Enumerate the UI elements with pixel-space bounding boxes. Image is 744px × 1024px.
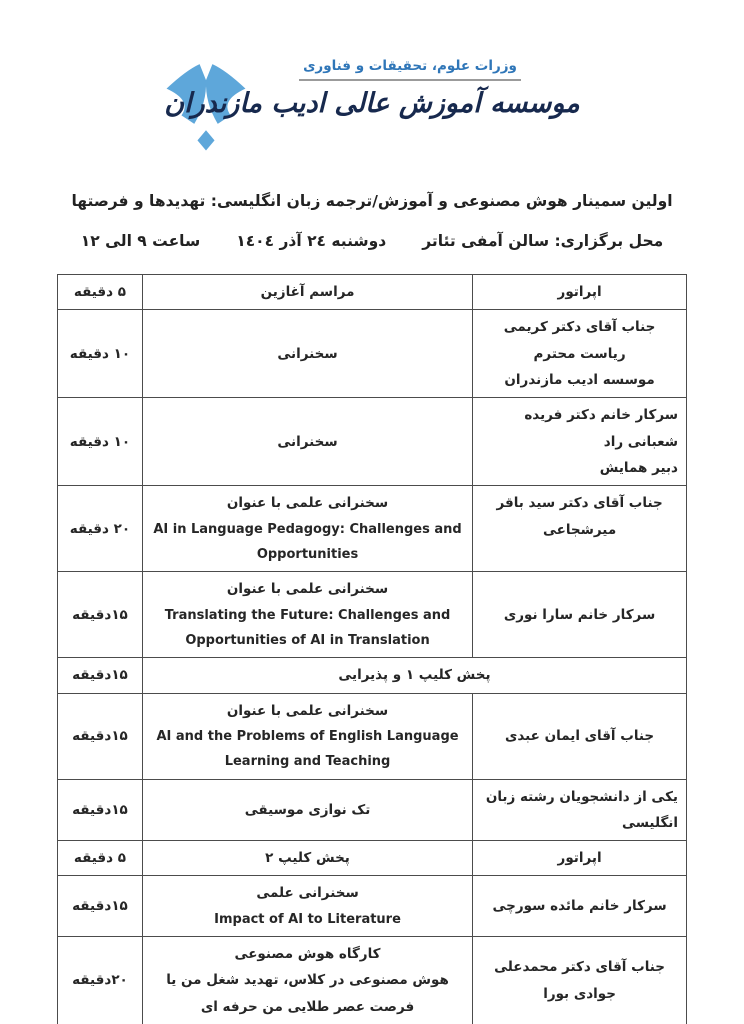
time-text: ساعت ٩ الی ١٢	[80, 232, 201, 250]
program-cell: سخنرانی	[142, 310, 472, 398]
date-text: دوشنبه ٢٤ آذر ١٤٠٤	[236, 232, 387, 250]
duration-cell: ۱۰ دقیقه	[58, 398, 143, 486]
presenter-cell: جناب آقای ایمان عبدی	[473, 693, 687, 779]
table-row	[58, 841, 687, 876]
program-cell: سخنرانی علمی با عنوان AI in Language Pedagogy: Challenges and Opportunities	[142, 486, 472, 572]
table-row	[58, 658, 687, 693]
duration-cell: ۵ دقیقه	[58, 841, 143, 876]
institute-name: موسسه آموزش عالی ادیب مازندران	[164, 88, 580, 119]
ministry-title: وزرات علوم، تحقیقات و فناوری	[299, 58, 521, 81]
duration-cell: ۱۵دقیقه	[58, 876, 143, 937]
program-cell: مراسم آغازین	[142, 275, 472, 310]
program-cell: تک نوازی موسیقی	[142, 779, 472, 841]
program-cell: سخنرانی علمی با عنوان Translating the Future: Challenges and Opportunities of AI in Translation	[142, 572, 472, 658]
seminar-meta	[0, 232, 744, 250]
table-row	[58, 937, 687, 1024]
page	[0, 58, 744, 1024]
duration-cell: ۲۰ دقیقه	[58, 486, 143, 572]
presenter-cell: اپراتور	[473, 841, 687, 876]
schedule-table-body	[58, 275, 687, 1024]
letterhead	[132, 58, 612, 166]
presenter-cell: جناب آقای دکتر محمدعلی جوادی بورا	[473, 937, 687, 1024]
presenter-cell: سرکار خانم دکتر فریده شعبانی راد دبیر همایش	[473, 398, 687, 486]
duration-cell: ۱۰ دقیقه	[58, 310, 143, 398]
seminar-title: اولین سمینار هوش مصنوعی و آموزش/ترجمه زبان انگلیسی: تهدیدها و فرصتها	[71, 192, 673, 210]
presenter-cell: جناب آقای دکتر کریمی ریاست محترم موسسه ادیب مازندران	[473, 310, 687, 398]
table-row	[58, 275, 687, 310]
program-cell: سخنرانی علمی Impact of AI to Literature	[142, 876, 472, 937]
table-row	[58, 876, 687, 937]
duration-cell: ۱۵دقیقه	[58, 658, 143, 693]
presenter-cell: سرکار خانم مائده سورچی	[473, 876, 687, 937]
table-row	[58, 572, 687, 658]
program-cell: پخش کلیپ ۲	[142, 841, 472, 876]
presenter-cell: جناب آقای دکتر سید باقر میرشجاعی	[473, 486, 687, 572]
program-cell: سخنرانی علمی با عنوان AI and the Problems of English Language Learning and Teaching	[142, 693, 472, 779]
table-row	[58, 693, 687, 779]
duration-cell: ۵ دقیقه	[58, 275, 143, 310]
duration-cell: ۱۵دقیقه	[58, 693, 143, 779]
table-row	[58, 310, 687, 398]
table-row	[58, 486, 687, 572]
program-cell: سخنرانی	[142, 398, 472, 486]
merged-program-cell: پخش کلیپ ۱ و پذیرایی	[142, 658, 686, 693]
table-row	[58, 779, 687, 841]
program-cell: کارگاه هوش مصنوعی هوش مصنوعی در کلاس، تهدید شغل من یا فرصت عصر طلایی من حرفه ای	[142, 937, 472, 1024]
schedule-table	[57, 274, 687, 1024]
duration-cell: ۱۵دقیقه	[58, 572, 143, 658]
presenter-cell: سرکار خانم سارا نوری	[473, 572, 687, 658]
duration-cell: ۲۰دقیقه	[58, 937, 143, 1024]
presenter-cell: یکی از دانشجویان رشته زبان انگلیسی	[473, 779, 687, 841]
duration-cell: ۱۵دقیقه	[58, 779, 143, 841]
venue-text: محل برگزاری: سالن آمفی تئاتر	[422, 232, 664, 250]
presenter-cell: اپراتور	[473, 275, 687, 310]
table-row	[58, 398, 687, 486]
